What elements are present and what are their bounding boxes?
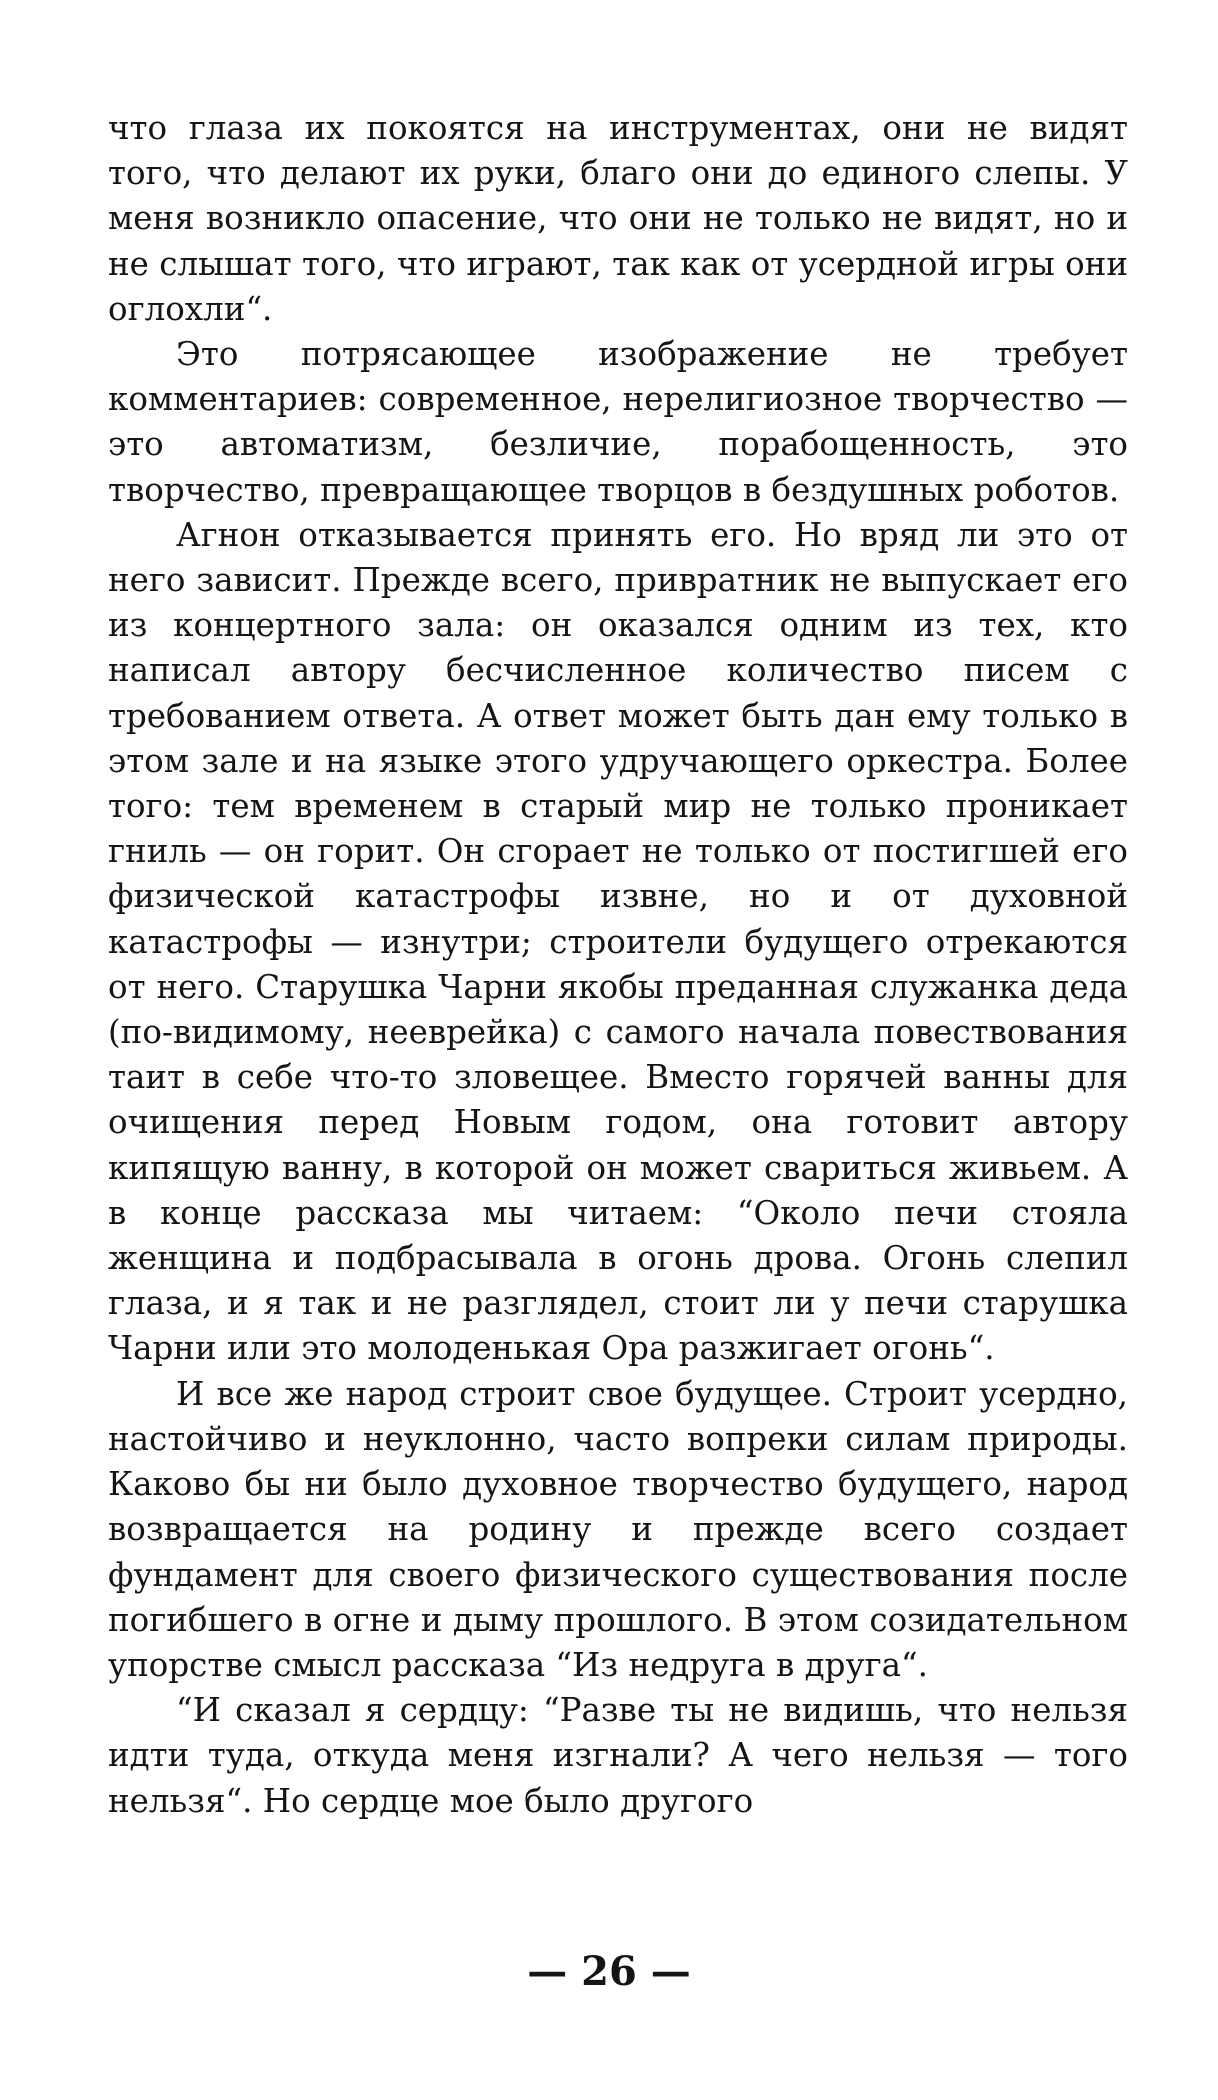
paragraph-3: Агнон отказывается принять его. Но вряд ли это от него зависит. Прежде всего, привратник не выпускает его из концертного зала: он оказался одним из тех, кто написал автору бесчисленное количество писем с требованием ответа. А ответ может быть дан ему только в этом зале и на языке этого удручающего оркестра. Более того: тем временем в старый мир не только проникает гниль — он горит. Он сгорает не только от постигшей его физической катастрофы извне, но и от духовной катастрофы — изнутри; строители будущего отрекаются от него. Старушка Чарни якобы преданная служанка деда (по-видимому, нееврейка) с самого начала повествования таит в себе что-то зловещее. Вместо горячей ванны для очищения перед Новым годом, она готовит автору кипящую ванну, в которой он может свариться живьем. А в конце рассказа мы читаем: “Около печи стояла женщина и подбрасывала в огонь дрова. Огонь слепил глаза, и я так и не разглядел, стоит ли у печи старушка Чарни или это молоденькая Ора разжигает огонь“. (108, 515, 1128, 1368)
page-number: — 26 — (527, 1948, 691, 1995)
paragraph-5: “И сказал я сердцу: “Разве ты не видишь, что нельзя идти туда, откуда меня изгнали? А чего нельзя — того нельзя“. Но сердце мое было другого (108, 1691, 1128, 1820)
paragraph-1: что глаза их покоятся на инструментах, они не видят того, что делают их руки, благо они до единого слепы. У меня возникло опасение, что они не только не видят, но и не слышат того, что играют, так как от усердной игры они оглохли“. (108, 109, 1128, 328)
body-text (108, 106, 1128, 1824)
paragraph-2: Это потрясающее изображение не требует комментариев: современное, нерелигиозное творчество — это автоматизм, безличие, порабощенность, это творчество, превращающее творцов в бездушных роботов. (108, 335, 1128, 509)
paragraph-4: И все же народ строит свое будущее. Строит усердно, настойчиво и неуклонно, часто вопреки силам природы. Каково бы ни было духовное творчество будущего, народ возвращается на родину и прежде всего создает фундамент для своего физического существования после погибшего в огне и дыму прошлого. В этом созидательном упорстве смысл рассказа “Из недруга в друга“. (108, 1374, 1128, 1684)
